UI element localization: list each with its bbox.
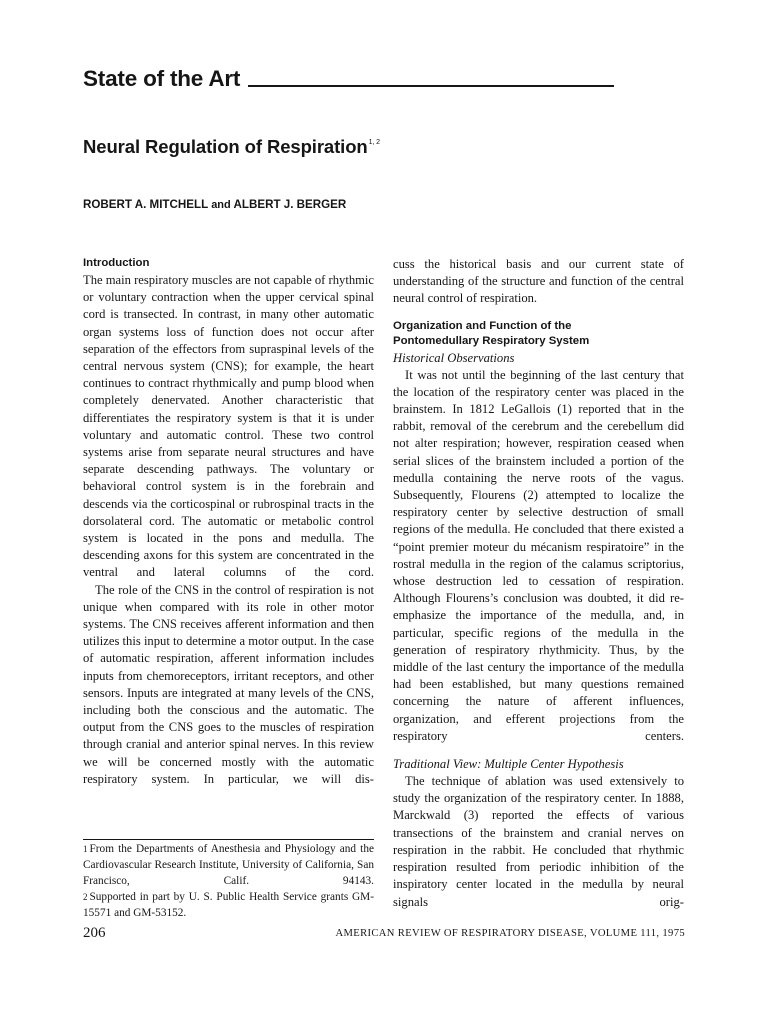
footnote-1-text: From the Departments of Anesthesia and Physiology and the Cardiovascular Research Institute, University of California, San Francisco, Calif. 94143. <box>83 843 374 887</box>
historical-observations-paragraph: It was not until the beginning of the last century that the location of the respiratory center was placed in the brainstem. In 1812 LeGallois (1) reported that in the rabbit, removal of the cerebrum and the cerebellum did not alter respiration; however, respiration ceased when serial slices of the brainstem included a portion of the medulla containing the nerve roots of the vagus. Subsequently, Flourens (2) attempted to localize the respiratory center by selective destruction of small regions of the medulla. He concluded that there existed a “point premier moteur du mécanism respiratoire” in the rostral medulla in the region of the calamus scriptorius, whose destruction led to cessation of respiration. Although Flourens’s conclusion was doubted, it did re-emphasize the importance of the medulla, and, in particular, specific regions of the medulla in the generation of respiratory rhythmicity. Thus, by the middle of the last century the importance of the medulla had been established, but many questions remained concerning the nature of afferent influences, organization, and efferent projections from the respiratory centers. <box>393 367 684 743</box>
left-column <box>83 256 374 788</box>
article-title-superscript: 1, 2 <box>368 139 380 146</box>
page-number: 206 <box>83 925 106 941</box>
article-title-text: Neural Regulation of Respiration <box>83 136 368 157</box>
continuation-paragraph: cuss the historical basis and our current state of understanding of the structure and function of the central neural control of respiration. <box>393 257 684 306</box>
footnote-2-text: Supported in part by U. S. Public Health Service grants GM-15571 and GM-53152. <box>83 891 374 919</box>
organization-heading-line-2: Pontomedullary Respiratory System <box>393 334 590 347</box>
article-title <box>83 131 380 159</box>
historical-observations-subheading: Historical Observations <box>393 350 515 365</box>
organization-heading-line-1: Organization and Function of the <box>393 319 572 332</box>
author-conjunction: and <box>211 199 231 211</box>
journal-citation: AMERICAN REVIEW OF RESPIRATORY DISEASE, VOLUME 111, 1975 <box>335 928 685 939</box>
author-line <box>83 198 346 212</box>
footnote-1 <box>83 841 374 889</box>
introduction-paragraph-1: The main respiratory muscles are not capable of rhythmic or voluntary contraction when the upper cervical spinal cord is transected. In contrast, in many other automatic organ systems loss of function does not occur after separation of the effectors from supraspinal levels of the central nervous system (CNS); for example, the heart continues to contract rhythmically and pump blood when completely denervated. Another characteristic that differentiates the respiratory system is that it is under voluntary and automatic control. These two control systems arise from separate neural structures and have separate descending pathways. The voluntary or behavioral control system is in the forebrain and descends via the corticospinal or rubrospinal tracts in the dorsolateral cord. The automatic or metabolic control system is located in the pons and medulla. The descending axons for this system are concentrated in the ventral and lateral columns of the cord. <box>83 273 374 580</box>
section-rule <box>248 85 614 87</box>
footnote-2 <box>83 889 374 921</box>
traditional-view-subheading: Traditional View: Multiple Center Hypothesis <box>393 757 624 772</box>
introduction-heading: Introduction <box>83 257 150 269</box>
footnote-2-mark: 2 <box>83 892 88 902</box>
introduction-paragraph-2: The role of the CNS in the control of respiration is not unique when compared with its role in other motor systems. The CNS receives afferent information and then utilizes this input to determine a motor output. In the case of automatic respiration, afferent information includes inputs from chemoreceptors, irritant receptors, and other sensors. Inputs are integrated at many levels of the CNS, including both the conscious and the automatic. The output from the CNS goes to the muscles of respiration through cranial and anterior spinal nerves. In this review we will be concerned mostly with the automatic respiratory system. In particular, we will dis- <box>83 582 374 786</box>
footnote-1-mark: 1 <box>83 844 88 854</box>
section-title: State of the Art <box>83 66 241 91</box>
section-header <box>83 66 614 92</box>
author-first: ROBERT A. MITCHELL <box>83 198 208 211</box>
author-second: ALBERT J. BERGER <box>233 198 347 211</box>
right-column <box>393 256 684 911</box>
traditional-view-paragraph: The technique of ablation was used extensively to study the organization of the respiratory center. In 1888, Marckwald (3) reported the effects of various transections of the brainstem and cranial nerves on respiration in the rabbit. He concluded that rhythmic respiration resulted from periodic inhibition of the inspiratory center located in the medulla by neural signals orig- <box>393 774 684 909</box>
organization-heading <box>393 319 684 349</box>
footnotes <box>83 839 374 921</box>
